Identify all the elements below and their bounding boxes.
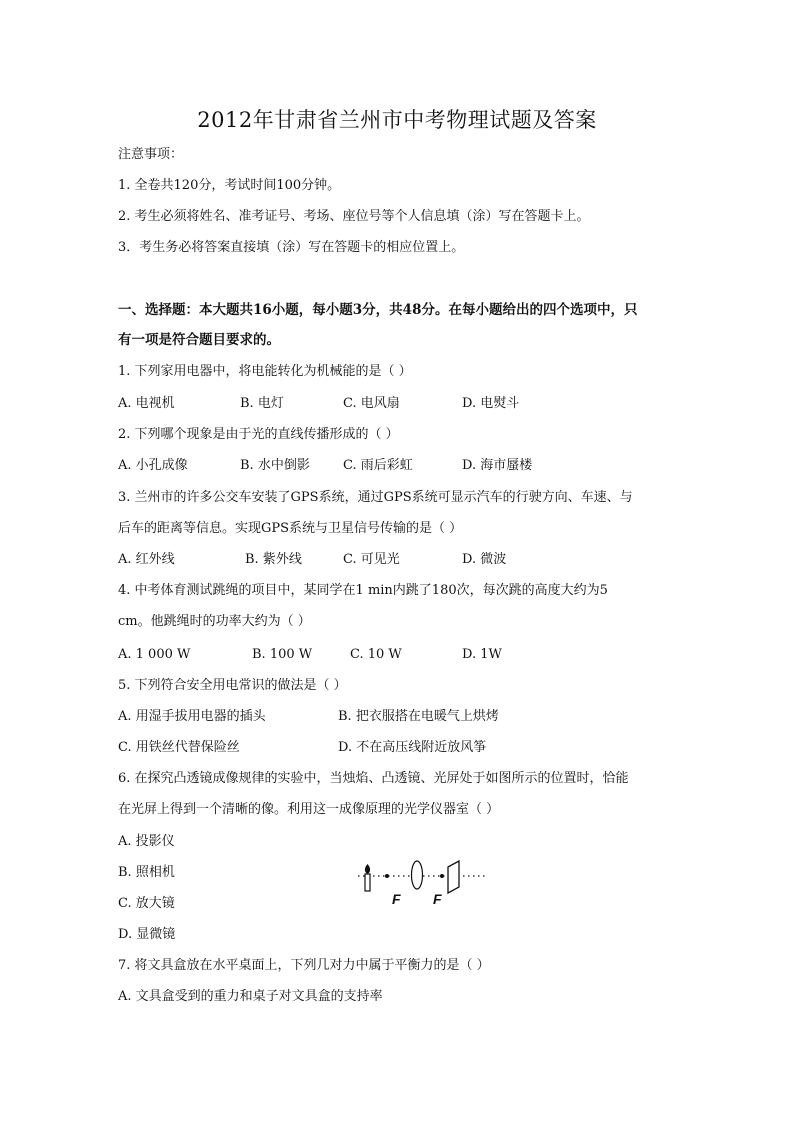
- q5-option-c: C. 用铁丝代替保险丝: [118, 740, 240, 755]
- notice-heading: 注意事项：: [118, 147, 184, 162]
- q4-option-a: A. 1 000 W: [118, 647, 191, 662]
- notice-item: 1. 全卷共120分，考试时间100分钟。: [118, 178, 341, 193]
- q2-option-b: B. 水中倒影: [240, 458, 310, 473]
- q3-option-b: B. 紫外线: [245, 552, 302, 567]
- focal-point-dot: [385, 874, 389, 878]
- q4-option-d: D. 1W: [462, 647, 502, 662]
- lens-experiment-figure: [356, 856, 488, 908]
- q3-option-c: C. 可见光: [343, 552, 400, 567]
- q1-option-d: D. 电熨斗: [462, 396, 520, 411]
- q7-option-a: A. 文具盒受到的重力和桌子对文具盒的支持率: [118, 989, 383, 1004]
- section-heading: 一、选择题：本大题共16小题，每小题3分，共48分。在每小题给出的四个选项中，只: [118, 302, 638, 318]
- q1-option-b: B. 电灯: [240, 396, 284, 411]
- question-4-stem-cont: cm。他跳绳时的功率大约为（ ）: [118, 614, 311, 629]
- section-heading-cont: 有一项是符合题目要求的。: [118, 332, 280, 348]
- q1-option-a: A. 电视机: [118, 396, 175, 411]
- q4-option-c: C. 10 W: [350, 647, 402, 662]
- candle-icon: [365, 864, 370, 891]
- q3-option-d: D. 微波: [462, 552, 507, 567]
- question-1-stem: 1. 下列家用电器中，将电能转化为机械能的是（ ）: [118, 364, 412, 379]
- focal-label: F: [392, 891, 401, 907]
- light-screen: [448, 861, 459, 893]
- focal-point-dot: [440, 874, 444, 878]
- q1-option-c: C. 电风扇: [343, 396, 400, 411]
- question-5-stem: 5. 下列符合安全用电常识的做法是（ ）: [118, 678, 347, 693]
- question-6-stem-cont: 在光屏上得到一个清晰的像。利用这一成像原理的光学仪器室（ ）: [118, 802, 500, 817]
- focal-label: F: [433, 891, 442, 907]
- question-3-stem-cont: 后车的距离等信息。实现GPS系统与卫星信号传输的是（ ）: [118, 521, 463, 536]
- q5-option-a: A. 用湿手拔用电器的插头: [118, 709, 266, 724]
- q3-option-a: A. 红外线: [118, 552, 175, 567]
- q4-option-b: B. 100 W: [252, 647, 313, 662]
- q2-option-d: D. 海市蜃楼: [462, 458, 533, 473]
- question-4-stem: 4. 中考体育测试跳绳的项目中，某同学在1 min内跳了180次，每次跳的高度大约为5: [118, 583, 608, 598]
- q2-option-a: A. 小孔成像: [118, 458, 188, 473]
- question-7-stem: 7. 将文具盒放在水平桌面上，下列几对力中属于平衡力的是（ ）: [118, 958, 490, 973]
- convex-lens: [412, 861, 423, 889]
- page-title: 2012年甘肃省兰州市中考物理试题及答案: [197, 108, 597, 132]
- notice-item: 3．考生务必将答案直接填（涂）写在答题卡的相应位置上。: [118, 240, 465, 255]
- q6-option-b: B. 照相机: [118, 865, 175, 880]
- q5-option-d: D. 不在高压线附近放风筝: [338, 740, 487, 755]
- notice-item: 2. 考生必须将姓名、准考证号、考场、座位号等个人信息填（涂）写在答题卡上。: [118, 209, 590, 224]
- question-3-stem: 3. 兰州市的许多公交车安装了GPS系统，通过GPS系统可显示汽车的行驶方向、车速、与: [118, 490, 633, 505]
- q6-option-c: C. 放大镜: [118, 896, 175, 911]
- q5-option-b: B. 把衣服搭在电暖气上烘烤: [338, 709, 499, 724]
- q2-option-c: C. 雨后彩虹: [343, 458, 413, 473]
- q6-option-d: D. 显微镜: [118, 927, 176, 942]
- question-2-stem: 2. 下列哪个现象是由于光的直线传播形成的（ ）: [118, 427, 399, 442]
- q6-option-a: A. 投影仪: [118, 834, 175, 849]
- question-6-stem: 6. 在探究凸透镜成像规律的实验中，当烛焰、凸透镜、光屏处于如图所示的位置时，恰能: [118, 771, 629, 786]
